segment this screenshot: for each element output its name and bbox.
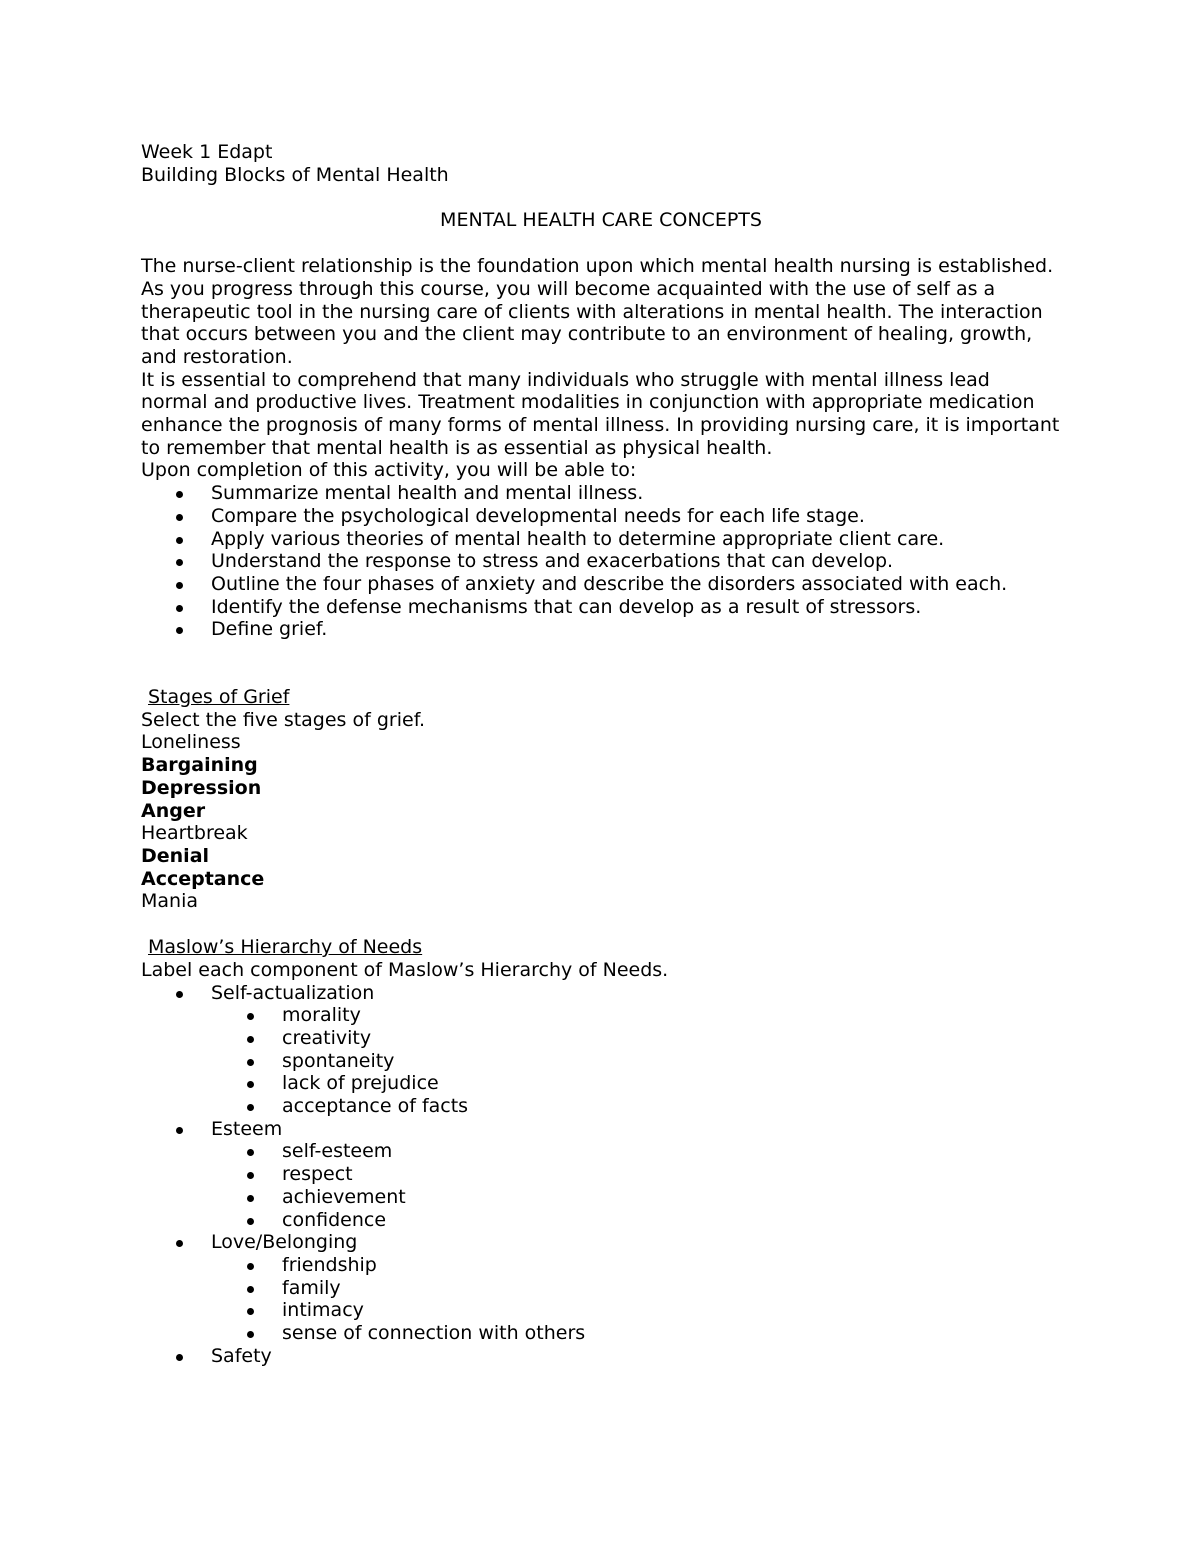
objective-item: Apply various theories of mental health to determine appropriate client care.: [141, 528, 1061, 551]
maslow-subitem: respect: [141, 1163, 1061, 1186]
grief-option-selected[interactable]: Denial: [141, 844, 210, 867]
intro-text: [141, 255, 1061, 482]
grief-option-selected[interactable]: Anger: [141, 799, 206, 822]
maslow-subitem: family: [141, 1277, 1061, 1300]
maslow-subitem: spontaneity: [141, 1050, 1061, 1073]
bullet-icon: [176, 1354, 183, 1361]
grief-option-selected[interactable]: Acceptance: [141, 867, 265, 890]
objective-item: Understand the response to stress and exacerbations that can develop.: [141, 550, 1061, 573]
bullet-icon: [247, 1059, 254, 1066]
grief-option-selected[interactable]: Depression: [141, 776, 262, 799]
maslow-subitem: achievement: [141, 1186, 1061, 1209]
maslow-subitem: friendship: [141, 1254, 1061, 1277]
intro-paragraph-3: Upon completion of this activity, you will be able to:: [141, 459, 637, 482]
grief-heading: Stages of Grief: [148, 686, 290, 709]
doc-header-week: Week 1 Edapt: [141, 141, 273, 163]
grief-option[interactable]: Heartbreak: [141, 822, 248, 845]
maslow-subitem: sense of connection with others: [141, 1322, 1061, 1345]
maslow-subitem: intimacy: [141, 1299, 1061, 1322]
objective-item: Compare the psychological developmental needs for each life stage.: [141, 505, 1061, 528]
grief-option[interactable]: Mania: [141, 890, 198, 913]
section-title: MENTAL HEALTH CARE CONCEPTS: [440, 209, 762, 232]
maslow-heading: Maslow’s Hierarchy of Needs: [148, 936, 423, 959]
maslow-sublist: [141, 1254, 1061, 1345]
intro-paragraph-2: It is essential to comprehend that many individuals who struggle with mental illness lead normal and productive lives. Treatment modalities in conjunction with appropriate medication enhance the prognosis of many forms of mental illness. In providing nursing care, it is important to remember that mental health is as essential as physical health.: [141, 368, 1060, 459]
document-page: [141, 141, 1061, 1367]
objective-item: Summarize mental health and mental illness.: [141, 482, 1061, 505]
bullet-icon: [176, 605, 183, 612]
objective-item: Identify the defense mechanisms that can develop as a result of stressors.: [141, 596, 1061, 619]
bullet-icon: [176, 1127, 183, 1134]
maslow-level-safety: Safety: [141, 1345, 1061, 1368]
maslow-subitem: acceptance of facts: [141, 1095, 1061, 1118]
bullet-icon: [247, 1263, 254, 1270]
maslow-subitem: morality: [141, 1004, 1061, 1027]
bullet-icon: [247, 1104, 254, 1111]
grief-option[interactable]: Loneliness: [141, 731, 241, 754]
bullet-icon: [247, 1036, 254, 1043]
maslow-instruction: Label each component of Maslow’s Hierarchy of Needs.: [141, 958, 669, 981]
grief-options: [141, 731, 1061, 913]
maslow-levels: [141, 982, 1061, 1368]
bullet-icon: [176, 991, 183, 998]
maslow-subitem: creativity: [141, 1027, 1061, 1050]
intro-paragraph-1: The nurse-client relationship is the foundation upon which mental health nursing is established. As you progress through this course, you will become acquainted with the use of self as a therapeutic tool in the nursing care of clients with alterations in mental health. The interaction that occurs between you and the client may contribute to an environment of healing, growth, and restoration.: [141, 255, 1054, 368]
maslow-subitem: self-esteem: [141, 1140, 1061, 1163]
maslow-subitem: lack of prejudice: [141, 1072, 1061, 1095]
maslow-level-self-actualization: Self-actualization morality creativity spontaneity lack of prejudice acceptance of facts: [141, 982, 1061, 1118]
grief-option-selected[interactable]: Bargaining: [141, 754, 258, 777]
maslow-level-esteem: Esteem self-esteem respect achievement confidence: [141, 1118, 1061, 1232]
maslow-sublist: [141, 1140, 1061, 1231]
maslow-level-love-belonging: Love/Belonging friendship family intimacy sense of connection with others: [141, 1231, 1061, 1345]
bullet-icon: [176, 582, 183, 589]
maslow-sublist: [141, 1004, 1061, 1118]
bullet-icon: [247, 1195, 254, 1202]
grief-instruction: Select the five stages of grief.: [141, 708, 426, 731]
bullet-icon: [247, 1331, 254, 1338]
bullet-icon: [247, 1218, 254, 1225]
objective-item: Outline the four phases of anxiety and describe the disorders associated with each.: [141, 573, 1061, 596]
maslow-subitem: confidence: [141, 1209, 1061, 1232]
doc-header-subtitle: Building Blocks of Mental Health: [141, 163, 449, 186]
bullet-icon: [176, 537, 183, 544]
objectives-list: [141, 482, 1061, 641]
bullet-icon: [247, 1286, 254, 1293]
objective-item: Define grief.: [141, 618, 1061, 641]
bullet-icon: [176, 514, 183, 521]
